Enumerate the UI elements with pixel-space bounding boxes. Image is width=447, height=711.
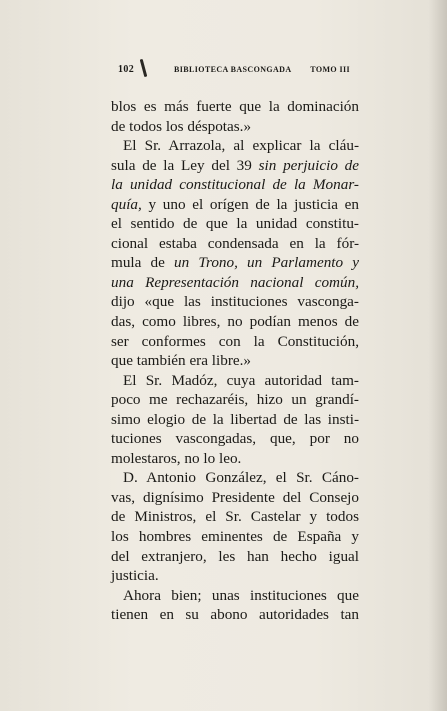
text-line: tuciones vascongadas, que, por no	[111, 430, 359, 448]
text-line: de todos los déspotas.»	[111, 117, 252, 135]
text-segment: y uno el orígen de la justicia en	[148, 195, 359, 213]
text-line: cional estaba condensada en la fór-	[111, 234, 359, 252]
text-line: poco me rechazaréis, hizo un grandí-	[111, 391, 359, 409]
text-line: D. Antonio González, el Sr. Cáno-	[123, 469, 359, 487]
text-line: una Representación nacional común,	[111, 273, 359, 291]
printer-mark-icon	[140, 59, 148, 77]
text-line: El Sr. Arrazola, al explicar la cláu-	[123, 137, 359, 155]
page-number: 102	[118, 64, 135, 75]
italic-text-segment: un Trono, un Parlamento y	[174, 254, 359, 272]
text-line: el sentido de que la unidad constitu-	[111, 215, 359, 233]
italic-text-segment: quía,	[111, 195, 142, 213]
text-line: molestaros, no lo leo.	[111, 449, 242, 467]
text-line: Ahora bien; unas instituciones que	[123, 586, 359, 604]
text-line: dijo «que las instituciones vasconga-	[111, 293, 359, 311]
page-body-text	[111, 97, 359, 625]
italic-text-segment: sin perjuicio de	[258, 156, 359, 174]
running-header	[112, 63, 360, 79]
text-line: del extranjero, les han hecho igual	[111, 547, 359, 565]
text-line	[111, 253, 359, 273]
text-line	[111, 156, 359, 176]
volume-label: TOMO III	[310, 65, 350, 74]
text-line: tienen en su abono autoridades tan	[111, 606, 359, 624]
text-line: ser conformes con la Constitución,	[111, 332, 359, 350]
text-line: justicia.	[111, 567, 159, 585]
text-line: vas, dignísimo Presidente del Consejo	[111, 488, 359, 506]
text-line: de Ministros, el Sr. Castelar y todos	[111, 508, 359, 526]
text-line: blos es más fuerte que la dominación	[111, 98, 359, 115]
text-line: los hombres eminentes de España y	[111, 528, 359, 546]
text-line: das, como libres, no podían menos de	[111, 313, 359, 331]
text-line: que también era libre.»	[111, 352, 252, 370]
page-edge-shadow	[429, 0, 447, 711]
running-title: BIBLIOTECA BASCONGADA	[174, 65, 292, 74]
text-segment: sula de la Ley del 39	[111, 156, 252, 174]
text-line: simo elogio de la libertad de las insti-	[111, 410, 359, 428]
text-line: El Sr. Madóz, cuya autoridad tam-	[123, 371, 359, 389]
text-segment: mula de	[111, 254, 165, 272]
text-line	[111, 195, 359, 215]
text-line: la unidad constitucional de la Monar-	[111, 176, 359, 194]
